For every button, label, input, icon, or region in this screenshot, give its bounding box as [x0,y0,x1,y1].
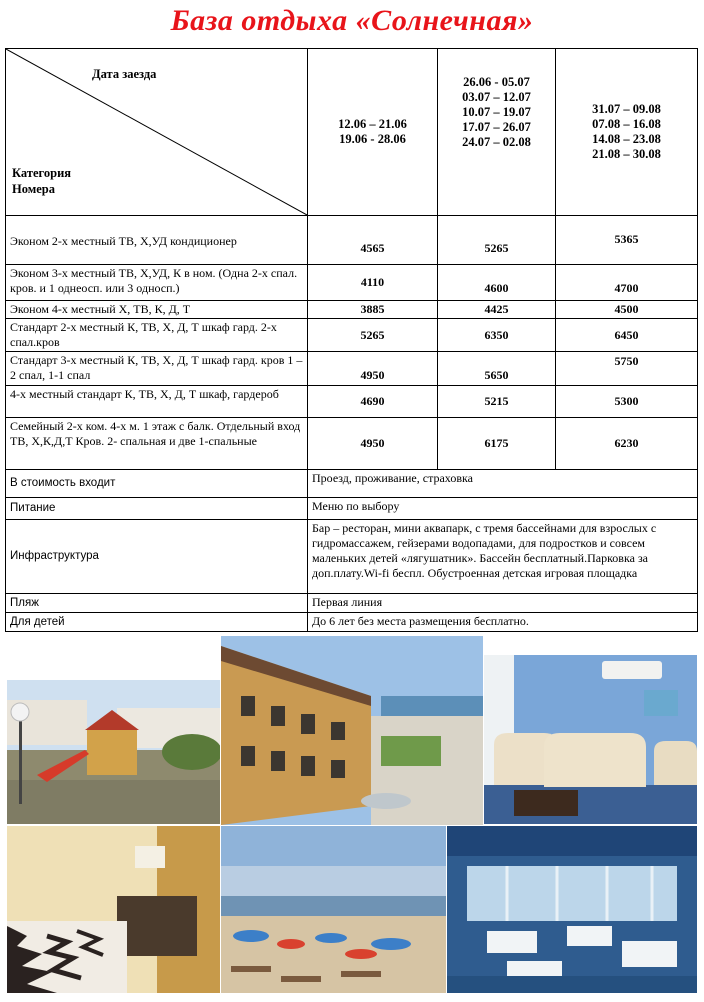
info-row [6,613,698,632]
price-cell: 4500 [556,301,698,319]
room-category: Стандарт 3-х местный К, ТВ, Х, Д, Т шкаф гард. кров 1 – 2 спал, 1-1 спал [6,352,308,386]
price-cell: 4950 [308,418,438,470]
room-category: Эконом 2-х местный ТВ, Х,УД кондиционер [6,216,308,265]
info-label: В стоимость входит [6,470,308,498]
room-category: Эконом 3-х местный ТВ, Х,УД, К в ном. (Одна 2-х спал. кров. и 1 однеосп. или 3 односп.) [6,265,308,301]
info-row [6,520,698,594]
info-row [6,470,698,498]
price-cell: 5750 [556,352,698,386]
price-cell: 4110 [308,265,438,301]
price-cell: 5265 [308,319,438,352]
price-cell: 6450 [556,319,698,352]
price-cell: 5365 [556,216,698,265]
info-value: До 6 лет без места размещения бесплатно. [308,613,698,632]
price-cell: 4950 [308,352,438,386]
price-cell: 6350 [438,319,556,352]
table-row [6,301,698,319]
price-cell: 5215 [438,386,556,418]
info-value: Проезд, проживание, страховка [308,470,698,498]
info-value: Меню по выбору [308,498,698,520]
header-row [6,49,698,216]
info-label: Питание [6,498,308,520]
date-label: Дата заезда [92,67,157,81]
table-row [6,352,698,386]
price-cell: 5650 [438,352,556,386]
price-cell: 6175 [438,418,556,470]
info-label: Инфраструктура [6,520,308,594]
hotel-building-photo [221,636,483,825]
period-1-dates: 12.06 – 21.06 19.06 - 28.06 [308,49,438,216]
bedroom-photo [7,826,220,993]
info-value: Первая линия [308,594,698,613]
price-table [5,48,698,632]
price-cell: 5265 [438,216,556,265]
playground-photo [7,680,220,824]
period-2-dates: 26.06 - 05.07 03.07 – 12.07 10.07 – 19.07 17.07 – 26.07 24.07 – 02.08 [438,49,556,216]
room-category: Семейный 2-х ком. 4-х м. 1 этаж с балк. Отдельный вход ТВ, Х,К,Д,Т Кров. 2- спальная и две 1-спальные [6,418,308,470]
room-category: Стандарт 2-х местный К, ТВ, Х, Д, Т шкаф гард. 2-х спал.кров [6,319,308,352]
category-label: Категория Номера [12,166,72,196]
price-cell: 4425 [438,301,556,319]
price-cell: 4690 [308,386,438,418]
info-label: Для детей [6,613,308,632]
page-title: База отдыха «Солнечная» [170,4,534,37]
period-3-dates: 31.07 – 09.08 07.08 – 16.08 14.08 – 23.08 21.08 – 30.08 [556,49,698,216]
room-category: 4-х местный стандарт К, ТВ, Х, Д, Т шкаф, гардероб [6,386,308,418]
room-category: Эконом 4-х местный Х, ТВ, К, Д, Т [6,301,308,319]
table-row [6,386,698,418]
price-cell: 5300 [556,386,698,418]
info-value: Бар – ресторан, мини аквапарк, с тремя бассейнами для взрослых с гидромассажем, гейзерами водопадами, для подростков и совсем маленьких детей «лягушатник». Бассейн бесплатный.Парковка за доп.плату.Wi-fi беспл. Обустроенная детская игровая площадка [308,520,698,594]
price-cell: 3885 [308,301,438,319]
diagonal-header-cell [6,49,308,216]
table-row [6,418,698,470]
beach-photo [221,826,446,993]
price-cell: 4600 [438,265,556,301]
table-row [6,216,698,265]
info-row [6,594,698,613]
info-row [6,498,698,520]
price-cell: 6230 [556,418,698,470]
info-label: Пляж [6,594,308,613]
table-row [6,265,698,301]
lounge-room-photo [484,655,697,824]
price-cell: 4565 [308,216,438,265]
table-row [6,319,698,352]
price-cell: 4700 [556,265,698,301]
restaurant-photo [447,826,697,993]
